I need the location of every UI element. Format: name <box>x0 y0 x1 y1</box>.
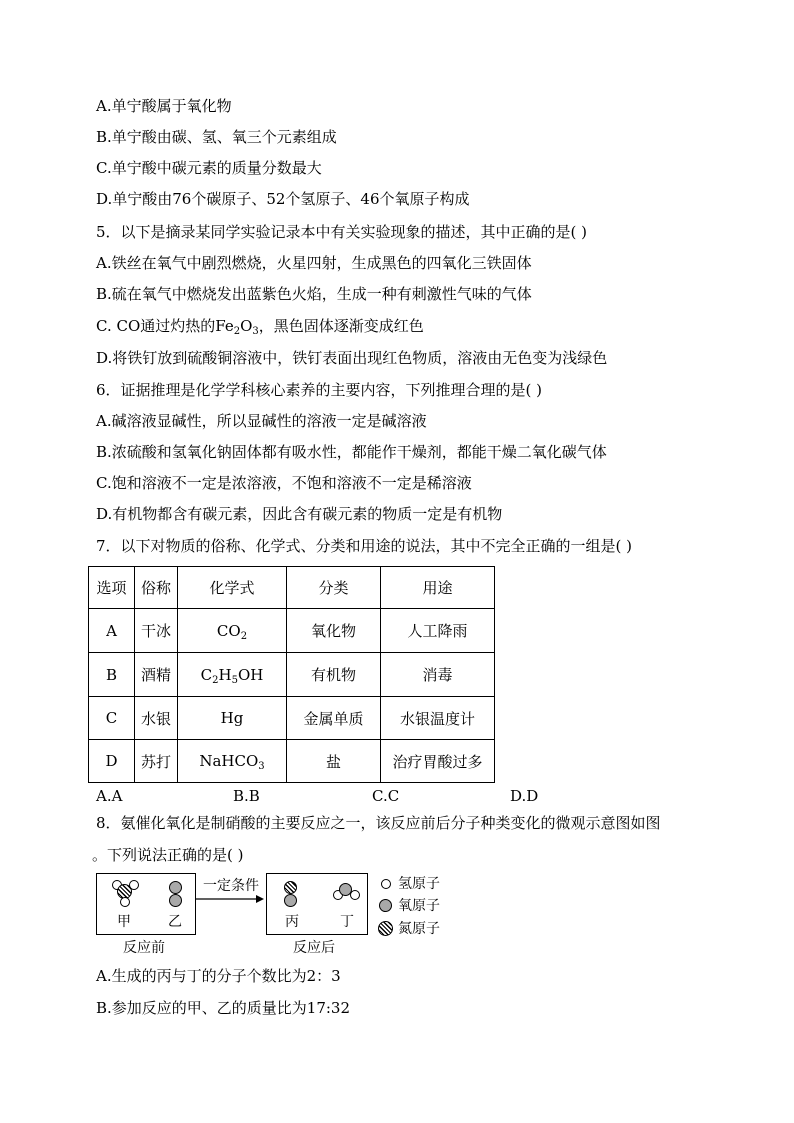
cell-formula: Hg <box>178 697 287 740</box>
q6-option-d: D.有机物都含有碳元素，因此含有碳元素的物质一定是有机物 <box>96 505 503 523</box>
label-yi: 乙 <box>168 914 182 930</box>
table-row <box>89 653 495 697</box>
before-label: 反应前 <box>123 940 165 956</box>
q5-stem: 5．以下是摘录某同学实验记录本中有关实验现象的描述，其中正确的是( ) <box>96 223 588 241</box>
q5-option-c: C. CO通过灼热的$Fe_2O_3$，黑色固体逐渐变成红色 <box>96 317 424 337</box>
cell-formula: NaHCO$_3$ <box>178 740 287 783</box>
cell-name: 苏打 <box>135 740 178 783</box>
oxygen-atom-icon <box>284 894 297 907</box>
label-bing: 丙 <box>285 914 299 930</box>
cell-formula: $CO_2$ <box>178 609 287 653</box>
q7-table <box>88 566 495 783</box>
q8-option-b: B.参加反应的甲、乙的质量比为17:32 <box>96 999 351 1017</box>
nitrogen-atom-icon <box>284 881 297 894</box>
q6-option-a: A.碱溶液显碱性，所以显碱性的溶液一定是碱溶液 <box>96 412 427 430</box>
cell-class: 金属单质 <box>287 697 381 740</box>
oxygen-atom-icon <box>169 881 182 894</box>
reaction-arrow-icon <box>196 893 266 905</box>
header-cell: 用途 <box>381 567 495 609</box>
condition-label: 一定条件 <box>203 878 259 894</box>
cell-name: 水银 <box>135 697 178 740</box>
legend-hydrogen-icon <box>381 879 391 889</box>
cell-option: D <box>89 740 135 783</box>
label-jia: 甲 <box>117 914 131 930</box>
q6-stem: 6．证据推理是化学学科核心素养的主要内容，下列推理合理的是( ) <box>96 381 543 399</box>
q7-answer-c: C.C <box>372 787 400 805</box>
q4-option-c: C.单宁酸中碳元素的质量分数最大 <box>96 159 322 177</box>
cell-option: C <box>89 697 135 740</box>
q6-option-c: C.饱和溶液不一定是浓溶液，不饱和溶液不一定是稀溶液 <box>96 474 472 492</box>
q5-option-a: A.铁丝在氧气中剧烈燃烧，火星四射，生成黑色的四氧化三铁固体 <box>96 254 532 272</box>
cell-formula: $C_2H_5OH$ <box>178 653 287 697</box>
cell-class: 氧化物 <box>287 609 381 653</box>
cell-use: 治疗胃酸过多 <box>381 740 495 783</box>
header-cell: 俗称 <box>135 567 178 609</box>
table-row <box>89 609 495 653</box>
cell-name: 酒精 <box>135 653 178 697</box>
cell-use: 水银温度计 <box>381 697 495 740</box>
legend-oxygen-icon <box>379 899 392 912</box>
q7-answer-a: A.A <box>96 787 123 805</box>
q7-stem: 7．以下对物质的俗称、化学式、分类和用途的说法，其中不完全正确的一组是( ) <box>96 537 633 555</box>
q4-option-b: B.单宁酸由碳、氢、氧三个元素组成 <box>96 128 337 146</box>
q8-stem-line2: 。下列说法正确的是( ) <box>92 846 244 864</box>
q8-stem-line1: 8．氨催化氧化是制硝酸的主要反应之一，该反应前后分子种类变化的微观示意图如图 <box>96 814 661 832</box>
legend-nitrogen-icon <box>378 921 393 936</box>
legend-nitrogen-label: 氮原子 <box>398 921 440 937</box>
q5-option-d: D.将铁钉放到硫酸铜溶液中，铁钉表面出现红色物质，溶液由无色变为浅绿色 <box>96 349 608 367</box>
table-header-row <box>89 567 495 609</box>
legend-hydrogen-label: 氢原子 <box>398 876 440 892</box>
legend-oxygen-label: 氧原子 <box>398 898 440 914</box>
table-row <box>89 740 495 783</box>
cell-option: A <box>89 609 135 653</box>
q7-answer-d: D.D <box>510 787 539 805</box>
cell-class: 盐 <box>287 740 381 783</box>
after-label: 反应后 <box>293 940 335 956</box>
label-ding: 丁 <box>340 914 354 930</box>
q4-option-a: A.单宁酸属于氧化物 <box>96 97 232 115</box>
cell-use: 消毒 <box>381 653 495 697</box>
cell-class: 有机物 <box>287 653 381 697</box>
q4-option-d: D.单宁酸由76个碳原子、52个氢原子、46个氧原子构成 <box>96 190 470 208</box>
q7-answer-b: B.B <box>233 787 260 805</box>
hydrogen-atom-icon <box>120 897 130 907</box>
header-cell: 化学式 <box>178 567 287 609</box>
header-cell: 分类 <box>287 567 381 609</box>
cell-use: 人工降雨 <box>381 609 495 653</box>
q6-option-b: B.浓硫酸和氢氧化钠固体都有吸水性，都能作干燥剂，都能干燥二氧化碳气体 <box>96 443 607 461</box>
hydrogen-atom-icon <box>350 890 360 900</box>
cell-option: B <box>89 653 135 697</box>
q8-option-a: A.生成的丙与丁的分子个数比为2：3 <box>96 967 341 985</box>
cell-name: 干冰 <box>135 609 178 653</box>
q5-option-b: B.硫在氧气中燃烧发出蓝紫色火焰，生成一种有刺激性气味的气体 <box>96 285 532 303</box>
table-row <box>89 697 495 740</box>
oxygen-atom-icon <box>169 894 182 907</box>
header-cell: 选项 <box>89 567 135 609</box>
